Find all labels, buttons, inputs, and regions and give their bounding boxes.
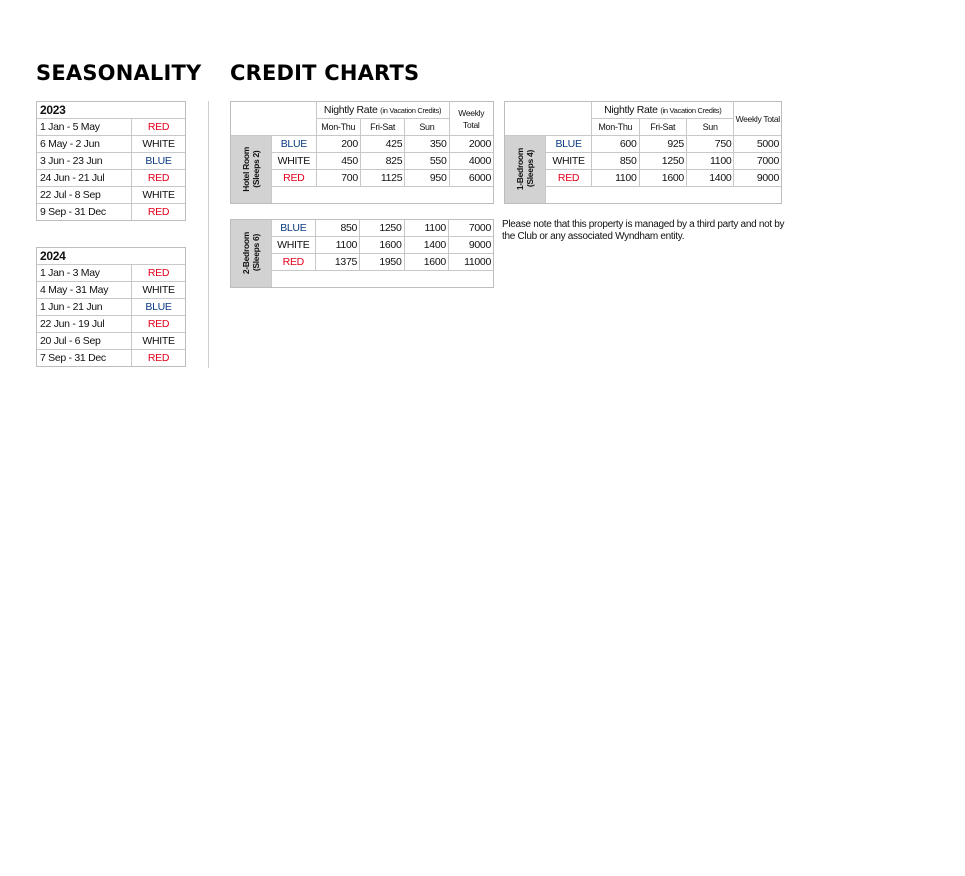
season-code: WHITE bbox=[132, 282, 186, 299]
nightly-rate-sub: (in Vacation Credits) bbox=[380, 106, 442, 115]
season-code: WHITE bbox=[272, 153, 317, 170]
rate-sun: 1100 bbox=[686, 153, 733, 170]
season-row bbox=[37, 204, 186, 221]
col-sun: Sun bbox=[405, 119, 449, 136]
season-row bbox=[37, 299, 186, 316]
rate-mon-thu: 1100 bbox=[315, 237, 359, 254]
rate-fri-sat: 1250 bbox=[360, 220, 404, 237]
rate-weekly: 2000 bbox=[449, 136, 494, 153]
seasonality-table-2023 bbox=[36, 101, 186, 221]
header-blank bbox=[505, 102, 592, 136]
rate-sun: 750 bbox=[686, 136, 733, 153]
seasonality-heading: SEASONALITY bbox=[36, 61, 202, 85]
season-code: BLUE bbox=[132, 299, 186, 316]
rate-fri-sat: 1250 bbox=[639, 153, 686, 170]
blank-row bbox=[272, 187, 494, 204]
season-code: BLUE bbox=[272, 220, 316, 237]
rate-row bbox=[505, 170, 782, 187]
rate-weekly: 9000 bbox=[448, 237, 493, 254]
rate-fri-sat: 925 bbox=[639, 136, 686, 153]
year-label: 2023 bbox=[37, 102, 186, 119]
rate-mon-thu: 850 bbox=[315, 220, 359, 237]
season-row bbox=[37, 153, 186, 170]
season-code: RED bbox=[132, 204, 186, 221]
col-fri-sat: Fri-Sat bbox=[360, 119, 404, 136]
date-range: 22 Jul - 8 Sep bbox=[37, 187, 132, 204]
season-code: BLUE bbox=[132, 153, 186, 170]
rate-mon-thu: 1375 bbox=[315, 254, 359, 271]
season-row bbox=[37, 187, 186, 204]
season-row bbox=[37, 333, 186, 350]
weekly-total-header: Weekly Total bbox=[449, 102, 494, 136]
col-mon-thu: Mon-Thu bbox=[592, 119, 639, 136]
date-range: 3 Jun - 23 Jun bbox=[37, 153, 132, 170]
rate-weekly: 5000 bbox=[734, 136, 782, 153]
blank-row bbox=[546, 187, 782, 204]
rate-sun: 1100 bbox=[404, 220, 448, 237]
date-range: 4 May - 31 May bbox=[37, 282, 132, 299]
season-code: BLUE bbox=[546, 136, 592, 153]
col-mon-thu: Mon-Thu bbox=[316, 119, 360, 136]
rate-sun: 1400 bbox=[686, 170, 733, 187]
season-row bbox=[37, 350, 186, 367]
date-range: 24 Jun - 21 Jul bbox=[37, 170, 132, 187]
season-code: BLUE bbox=[272, 136, 317, 153]
season-code: RED bbox=[272, 254, 316, 271]
rate-row bbox=[505, 136, 782, 153]
credit-charts-heading: CREDIT CHARTS bbox=[230, 61, 420, 85]
season-code: RED bbox=[546, 170, 592, 187]
rate-fri-sat: 1600 bbox=[360, 237, 404, 254]
rate-sun: 350 bbox=[405, 136, 449, 153]
rate-fri-sat: 1950 bbox=[360, 254, 404, 271]
year-label: 2024 bbox=[37, 248, 186, 265]
date-range: 1 Jan - 5 May bbox=[37, 119, 132, 136]
nightly-rate-label: Nightly Rate bbox=[604, 104, 658, 116]
date-range: 1 Jan - 3 May bbox=[37, 265, 132, 282]
nightly-rate-header bbox=[316, 102, 449, 119]
season-row bbox=[37, 136, 186, 153]
date-range: 7 Sep - 31 Dec bbox=[37, 350, 132, 367]
date-range: 1 Jun - 21 Jun bbox=[37, 299, 132, 316]
rate-fri-sat: 1125 bbox=[360, 170, 404, 187]
rate-mon-thu: 850 bbox=[592, 153, 639, 170]
col-fri-sat: Fri-Sat bbox=[639, 119, 686, 136]
date-range: 22 Jun - 19 Jul bbox=[37, 316, 132, 333]
rate-weekly: 9000 bbox=[734, 170, 782, 187]
rate-sun: 950 bbox=[405, 170, 449, 187]
nightly-rate-header bbox=[592, 102, 734, 119]
season-code: WHITE bbox=[272, 237, 316, 254]
season-code: RED bbox=[132, 170, 186, 187]
season-code: RED bbox=[132, 350, 186, 367]
col-sun: Sun bbox=[686, 119, 733, 136]
season-code: WHITE bbox=[546, 153, 592, 170]
seasonality-table-2024 bbox=[36, 247, 186, 367]
rate-row bbox=[505, 153, 782, 170]
rate-mon-thu: 200 bbox=[316, 136, 360, 153]
nightly-rate-sub: (in Vacation Credits) bbox=[660, 106, 722, 115]
date-range: 6 May - 2 Jun bbox=[37, 136, 132, 153]
unit-label: 1-Bedroom (Sleeps 4) bbox=[505, 136, 546, 204]
season-row bbox=[37, 316, 186, 333]
rate-row bbox=[231, 220, 494, 237]
season-row bbox=[37, 282, 186, 299]
rate-fri-sat: 825 bbox=[360, 153, 404, 170]
rate-mon-thu: 700 bbox=[316, 170, 360, 187]
season-code: RED bbox=[132, 316, 186, 333]
season-code: RED bbox=[132, 265, 186, 282]
season-row bbox=[37, 170, 186, 187]
rate-sun: 550 bbox=[405, 153, 449, 170]
rate-weekly: 7000 bbox=[448, 220, 493, 237]
season-code: WHITE bbox=[132, 333, 186, 350]
rate-mon-thu: 1100 bbox=[592, 170, 639, 187]
management-note: Please note that this property is managed by a third party and not by the Club or any associated Wyndham entity. bbox=[502, 219, 785, 242]
season-row bbox=[37, 265, 186, 282]
season-row bbox=[37, 119, 186, 136]
unit-label: Hotel Room (Sleeps 2) bbox=[231, 136, 272, 204]
rate-sun: 1600 bbox=[404, 254, 448, 271]
season-code: RED bbox=[132, 119, 186, 136]
rate-mon-thu: 450 bbox=[316, 153, 360, 170]
season-code: WHITE bbox=[132, 136, 186, 153]
rate-sun: 1400 bbox=[404, 237, 448, 254]
header-blank bbox=[231, 102, 317, 136]
rate-mon-thu: 600 bbox=[592, 136, 639, 153]
rate-weekly: 6000 bbox=[449, 170, 494, 187]
rate-weekly: 11000 bbox=[448, 254, 493, 271]
season-code: WHITE bbox=[132, 187, 186, 204]
credit-chart-hotel-room bbox=[230, 101, 494, 204]
rate-row bbox=[231, 136, 494, 153]
nightly-rate-label: Nightly Rate bbox=[323, 104, 378, 116]
unit-label: 2-Bedroom (Sleeps 6) bbox=[231, 220, 272, 288]
date-range: 20 Jul - 6 Sep bbox=[37, 333, 132, 350]
date-range: 9 Sep - 31 Dec bbox=[37, 204, 132, 221]
weekly-total-header: Weekly Total bbox=[734, 102, 782, 136]
credit-chart-2-bedroom bbox=[230, 219, 494, 288]
section-divider bbox=[208, 101, 209, 368]
rate-weekly: 7000 bbox=[734, 153, 782, 170]
blank-row bbox=[272, 271, 494, 288]
rate-weekly: 4000 bbox=[449, 153, 494, 170]
rate-fri-sat: 1600 bbox=[639, 170, 686, 187]
rate-fri-sat: 425 bbox=[360, 136, 404, 153]
credit-chart-1-bedroom bbox=[504, 101, 782, 204]
season-code: RED bbox=[272, 170, 317, 187]
